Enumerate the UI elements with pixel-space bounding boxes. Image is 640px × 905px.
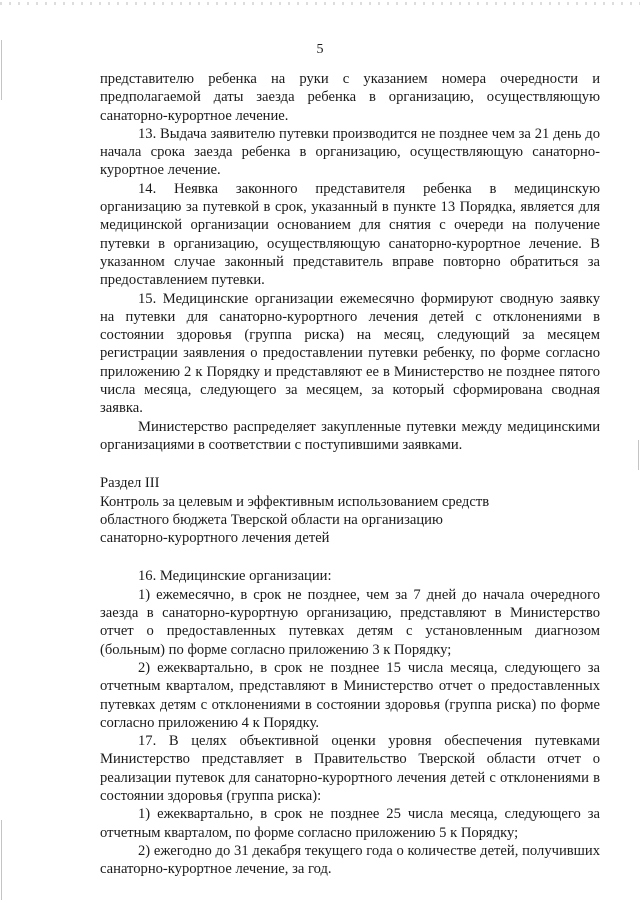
scan-noise (0, 2, 640, 5)
paragraph: 1) ежемесячно, в срок не позднее, чем за 7 дней до начала очередного заезда в санаторно-курортную организацию, представляют в Министерство отчет о предоставленных путевках детям с установленным диагнозом (больным) по форме согласно приложению 3 к Порядку; (100, 586, 600, 658)
paragraphs-bottom (100, 567, 600, 878)
paragraph: 14. Неявка законного представителя ребенка в медицинскую организацию за путевкой в срок, указанный в пункте 13 Порядка, является для медицинской организации основанием для снятия с очереди на получение путевки в организацию, осуществляющую санаторно-курортное лечение. В указанном случае законный представитель вправе повторно обратиться за предоставлением путевки. (100, 180, 600, 289)
paragraph: представителю ребенка на руки с указанием номера очередности и предполагаемой даты заезда ребенка в организацию, осуществляющую санаторно-курортное лечение. (100, 71, 600, 124)
section-title-line: Контроль за целевым и эффективным использованием средств (100, 493, 490, 510)
scan-edge-mark (638, 440, 639, 470)
scan-edge-mark (1, 820, 2, 900)
paragraphs-top (100, 70, 600, 454)
paragraph: 13. Выдача заявителю путевки производится не позднее чем за 21 день до начала срока заезда ребенка в организацию, осуществляющую санаторно-курортное лечение. (100, 125, 600, 179)
document-body (100, 70, 600, 878)
paragraph: 15. Медицинские организации ежемесячно формируют сводную заявку на путевки для санаторно-курортного лечения детей с отклонениями в состоянии здоровья (группа риска) на месяц, следующий за месяцем регистрации заявления о предоставлении путевки ребенку, по форме согласно приложению 2 к Порядку и представляют ее в Министерство не позднее пятого числа месяца, следующего за месяцем, за который сформирована сводная заявка. (100, 290, 600, 417)
paragraph: 2) ежеквартально, в срок не позднее 15 числа месяца, следующего за отчетным кварталом, представляют в Министерство отчет о предоставленных путевках детям с отклонениями в состоянии здоровья (группа риска) по форме согласно приложению 4 к Порядку. (100, 659, 600, 731)
paragraph: 2) ежегодно до 31 декабря текущего года о количестве детей, получивших санаторно-курортное лечение, за год. (100, 842, 600, 878)
section-title-line: областного бюджета Тверской области на организацию (100, 511, 443, 528)
section-title-line: санаторно-курортного лечения детей (100, 530, 330, 547)
paragraph: 16. Медицинские организации: (138, 568, 332, 585)
paragraph: 17. В целях объективной оценки уровня обеспечения путевками Министерство представляет в Правительство Тверской области отчет о реализации путевок для санаторно-курортного лечения детей с отклонениями в состоянии здоровья (группа риска): (100, 733, 600, 804)
paragraph: 1) ежеквартально, в срок не позднее 25 числа месяца, следующего за отчетным кварталом, по форме согласно приложению 5 к Порядку; (100, 806, 600, 841)
paragraph: Министерство распределяет закупленные путевки между медицинскими организациями в соответствии с поступившими заявками. (100, 418, 600, 453)
page-number: 5 (316, 42, 324, 57)
section-number: Раздел III (100, 475, 160, 492)
